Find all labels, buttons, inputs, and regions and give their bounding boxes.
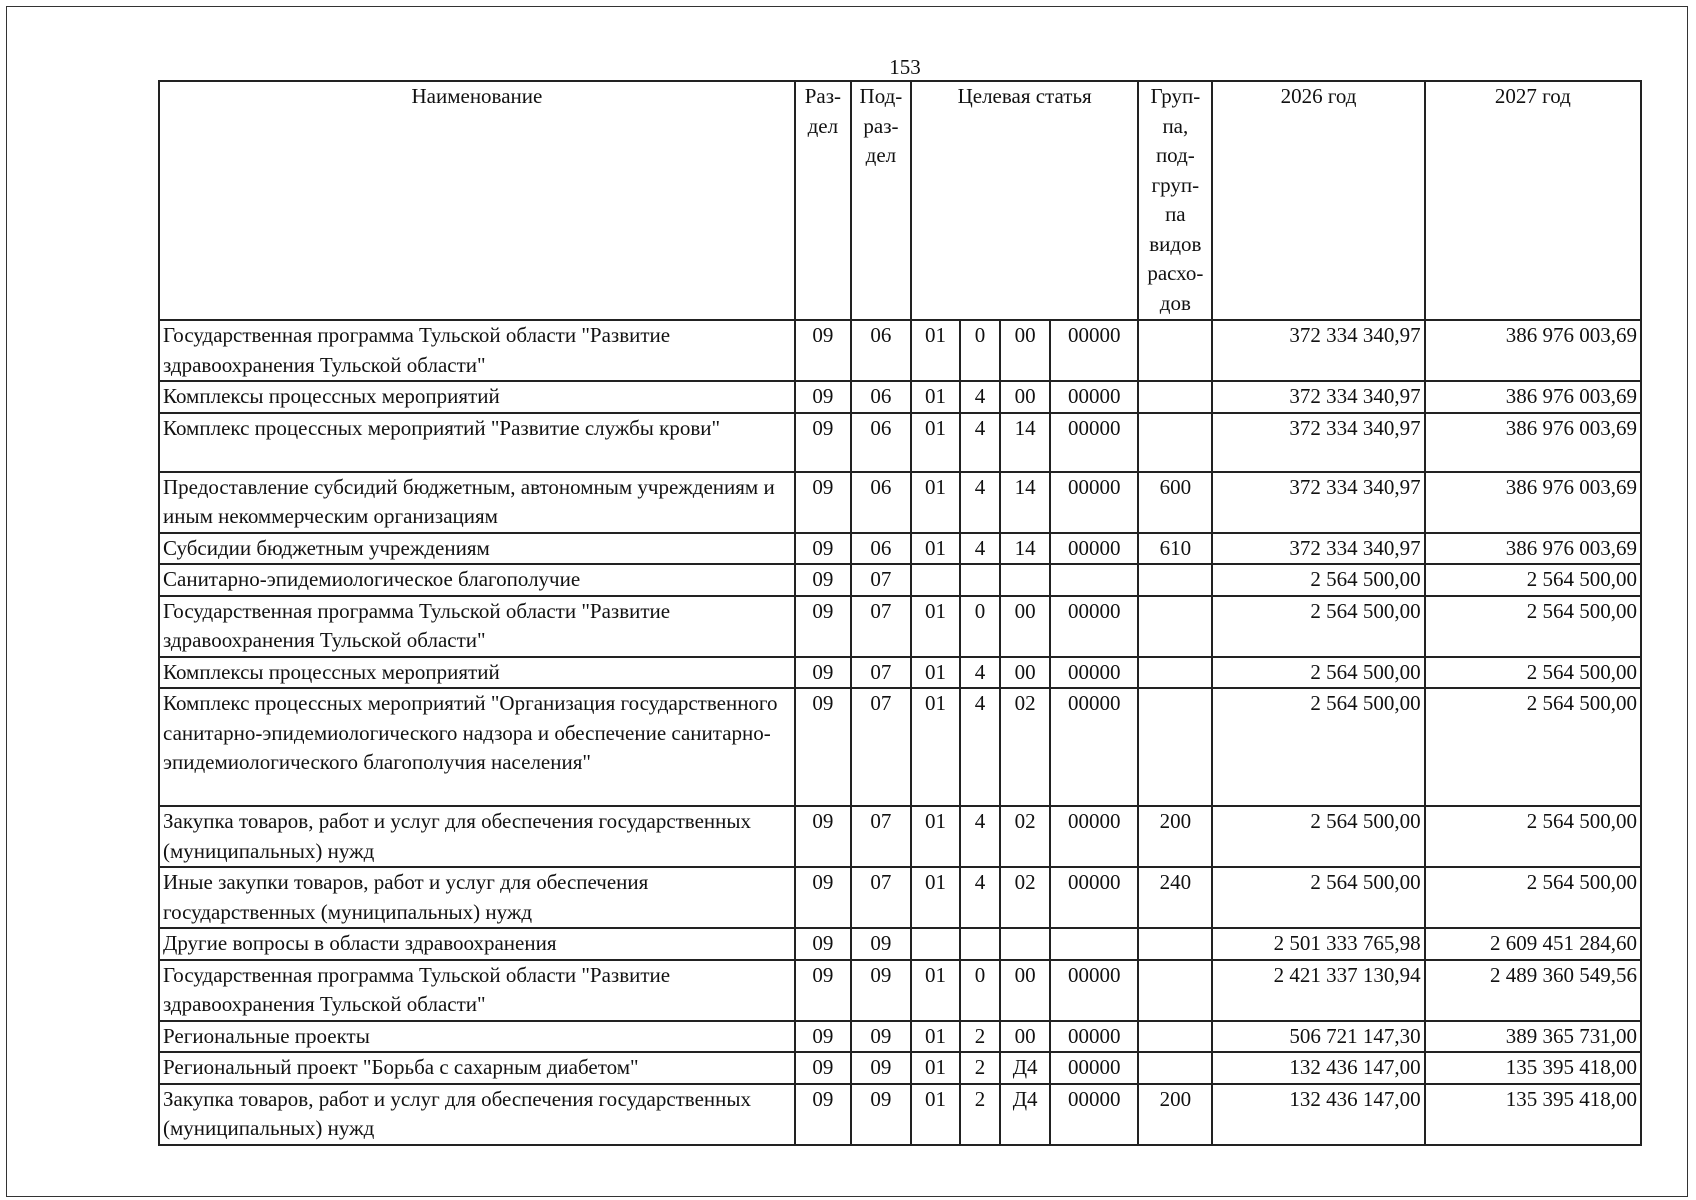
row-name: Государственная программа Тульской области "Развитие здравоохранения Тульской области" bbox=[159, 596, 795, 657]
row-target-direction: 00000 bbox=[1050, 381, 1138, 413]
row-target-direction: 00000 bbox=[1050, 1084, 1138, 1145]
row-expense-group bbox=[1138, 381, 1212, 413]
row-podrazdel: 06 bbox=[851, 413, 911, 472]
row-target-direction: 00000 bbox=[1050, 596, 1138, 657]
row-target-structure: 00 bbox=[1000, 1021, 1050, 1053]
row-name: Комплекс процессных мероприятий "Развитие службы крови" bbox=[159, 413, 795, 472]
row-amount-2027: 2 609 451 284,60 bbox=[1425, 928, 1641, 960]
row-podrazdel: 09 bbox=[851, 960, 911, 1021]
row-target-type: 4 bbox=[960, 867, 1000, 928]
row-razdel: 09 bbox=[795, 1021, 851, 1053]
header-2026: 2026 год bbox=[1212, 81, 1424, 320]
row-target-type: 4 bbox=[960, 381, 1000, 413]
row-target-direction bbox=[1050, 928, 1138, 960]
row-name: Субсидии бюджетным учреждениям bbox=[159, 533, 795, 565]
row-name: Государственная программа Тульской области "Развитие здравоохранения Тульской области" bbox=[159, 320, 795, 381]
row-razdel: 09 bbox=[795, 533, 851, 565]
table-row bbox=[159, 533, 1641, 565]
row-razdel: 09 bbox=[795, 320, 851, 381]
row-target-program: 01 bbox=[911, 472, 960, 533]
row-name: Закупка товаров, работ и услуг для обеспечения государственных (муниципальных) нужд bbox=[159, 1084, 795, 1145]
row-target-structure: 00 bbox=[1000, 381, 1050, 413]
row-target-type: 4 bbox=[960, 806, 1000, 867]
row-name: Комплексы процессных мероприятий bbox=[159, 657, 795, 689]
row-target-structure bbox=[1000, 928, 1050, 960]
row-razdel: 09 bbox=[795, 1084, 851, 1145]
table-row bbox=[159, 381, 1641, 413]
row-expense-group bbox=[1138, 928, 1212, 960]
row-target-type: 4 bbox=[960, 688, 1000, 806]
row-amount-2026: 132 436 147,00 bbox=[1212, 1084, 1424, 1145]
row-target-direction: 00000 bbox=[1050, 413, 1138, 472]
row-podrazdel: 07 bbox=[851, 688, 911, 806]
row-amount-2026: 506 721 147,30 bbox=[1212, 1021, 1424, 1053]
row-target-program: 01 bbox=[911, 381, 960, 413]
row-podrazdel: 09 bbox=[851, 1052, 911, 1084]
row-amount-2027: 2 489 360 549,56 bbox=[1425, 960, 1641, 1021]
row-target-structure: Д4 bbox=[1000, 1052, 1050, 1084]
row-amount-2027: 2 564 500,00 bbox=[1425, 596, 1641, 657]
row-podrazdel: 06 bbox=[851, 533, 911, 565]
row-razdel: 09 bbox=[795, 657, 851, 689]
row-target-type bbox=[960, 564, 1000, 596]
row-amount-2027: 2 564 500,00 bbox=[1425, 867, 1641, 928]
page-number: 153 bbox=[889, 55, 921, 79]
row-target-direction bbox=[1050, 564, 1138, 596]
row-expense-group: 200 bbox=[1138, 806, 1212, 867]
row-expense-group bbox=[1138, 596, 1212, 657]
row-podrazdel: 07 bbox=[851, 806, 911, 867]
row-target-direction: 00000 bbox=[1050, 320, 1138, 381]
row-target-program: 01 bbox=[911, 960, 960, 1021]
table-row bbox=[159, 806, 1641, 867]
row-expense-group bbox=[1138, 413, 1212, 472]
row-amount-2027: 2 564 500,00 bbox=[1425, 657, 1641, 689]
row-expense-group bbox=[1138, 960, 1212, 1021]
row-expense-group bbox=[1138, 688, 1212, 806]
row-target-program: 01 bbox=[911, 806, 960, 867]
row-razdel: 09 bbox=[795, 867, 851, 928]
row-target-program: 01 bbox=[911, 1084, 960, 1145]
row-razdel: 09 bbox=[795, 564, 851, 596]
budget-table bbox=[158, 80, 1642, 1146]
row-target-program: 01 bbox=[911, 1021, 960, 1053]
row-amount-2026: 2 421 337 130,94 bbox=[1212, 960, 1424, 1021]
header-podrazdel: Под- раз- дел bbox=[851, 81, 911, 320]
row-name: Иные закупки товаров, работ и услуг для обеспечения государственных (муниципальных) нужд bbox=[159, 867, 795, 928]
row-target-type: 2 bbox=[960, 1021, 1000, 1053]
header-name: Наименование bbox=[159, 81, 795, 320]
row-podrazdel: 07 bbox=[851, 564, 911, 596]
row-target-program: 01 bbox=[911, 867, 960, 928]
row-razdel: 09 bbox=[795, 960, 851, 1021]
row-expense-group bbox=[1138, 320, 1212, 381]
row-target-structure: 02 bbox=[1000, 806, 1050, 867]
row-target-type: 4 bbox=[960, 472, 1000, 533]
row-name: Комплекс процессных мероприятий "Организация государственного санитарно-эпидемиологического надзора и обеспечение санитарно-эпидемиологического благополучия населения" bbox=[159, 688, 795, 806]
row-target-program: 01 bbox=[911, 533, 960, 565]
row-expense-group: 600 bbox=[1138, 472, 1212, 533]
row-target-program: 01 bbox=[911, 596, 960, 657]
row-amount-2026: 2 564 500,00 bbox=[1212, 867, 1424, 928]
row-razdel: 09 bbox=[795, 472, 851, 533]
row-expense-group bbox=[1138, 564, 1212, 596]
row-target-direction: 00000 bbox=[1050, 960, 1138, 1021]
row-target-direction: 00000 bbox=[1050, 1021, 1138, 1053]
row-amount-2027: 386 976 003,69 bbox=[1425, 533, 1641, 565]
row-target-structure: 00 bbox=[1000, 657, 1050, 689]
row-target-structure bbox=[1000, 564, 1050, 596]
row-target-structure: 02 bbox=[1000, 688, 1050, 806]
table-row bbox=[159, 564, 1641, 596]
row-target-type bbox=[960, 928, 1000, 960]
row-name: Закупка товаров, работ и услуг для обеспечения государственных (муниципальных) нужд bbox=[159, 806, 795, 867]
row-name: Предоставление субсидий бюджетным, автономным учреждениям и иным некоммерческим организациям bbox=[159, 472, 795, 533]
row-target-type: 4 bbox=[960, 657, 1000, 689]
row-target-type: 0 bbox=[960, 596, 1000, 657]
row-amount-2026: 372 334 340,97 bbox=[1212, 381, 1424, 413]
row-razdel: 09 bbox=[795, 1052, 851, 1084]
row-amount-2026: 2 564 500,00 bbox=[1212, 657, 1424, 689]
row-target-direction: 00000 bbox=[1050, 1052, 1138, 1084]
table-row bbox=[159, 1084, 1641, 1145]
row-name: Другие вопросы в области здравоохранения bbox=[159, 928, 795, 960]
row-razdel: 09 bbox=[795, 413, 851, 472]
row-amount-2027: 389 365 731,00 bbox=[1425, 1021, 1641, 1053]
row-target-program: 01 bbox=[911, 657, 960, 689]
row-expense-group bbox=[1138, 1021, 1212, 1053]
row-amount-2026: 132 436 147,00 bbox=[1212, 1052, 1424, 1084]
row-expense-group bbox=[1138, 1052, 1212, 1084]
row-expense-group bbox=[1138, 657, 1212, 689]
row-target-structure: 14 bbox=[1000, 413, 1050, 472]
table-row bbox=[159, 1021, 1641, 1053]
row-target-structure: 02 bbox=[1000, 867, 1050, 928]
row-target-program: 01 bbox=[911, 1052, 960, 1084]
row-podrazdel: 09 bbox=[851, 1084, 911, 1145]
row-amount-2026: 372 334 340,97 bbox=[1212, 472, 1424, 533]
row-amount-2027: 386 976 003,69 bbox=[1425, 381, 1641, 413]
header-razdel: Раз- дел bbox=[795, 81, 851, 320]
row-target-type: 2 bbox=[960, 1052, 1000, 1084]
row-target-direction: 00000 bbox=[1050, 806, 1138, 867]
row-amount-2027: 2 564 500,00 bbox=[1425, 564, 1641, 596]
row-razdel: 09 bbox=[795, 596, 851, 657]
row-expense-group: 610 bbox=[1138, 533, 1212, 565]
row-podrazdel: 07 bbox=[851, 867, 911, 928]
row-name: Комплексы процессных мероприятий bbox=[159, 381, 795, 413]
row-amount-2027: 386 976 003,69 bbox=[1425, 413, 1641, 472]
row-target-direction: 00000 bbox=[1050, 657, 1138, 689]
row-target-direction: 00000 bbox=[1050, 867, 1138, 928]
header-2027: 2027 год bbox=[1425, 81, 1641, 320]
row-amount-2027: 386 976 003,69 bbox=[1425, 472, 1641, 533]
row-amount-2026: 2 564 500,00 bbox=[1212, 596, 1424, 657]
row-target-direction: 00000 bbox=[1050, 472, 1138, 533]
row-amount-2026: 2 501 333 765,98 bbox=[1212, 928, 1424, 960]
row-target-program: 01 bbox=[911, 413, 960, 472]
row-podrazdel: 09 bbox=[851, 928, 911, 960]
row-podrazdel: 06 bbox=[851, 472, 911, 533]
row-target-type: 0 bbox=[960, 960, 1000, 1021]
row-target-type: 0 bbox=[960, 320, 1000, 381]
table-row bbox=[159, 960, 1641, 1021]
table-row bbox=[159, 928, 1641, 960]
row-amount-2026: 372 334 340,97 bbox=[1212, 413, 1424, 472]
row-target-direction: 00000 bbox=[1050, 533, 1138, 565]
row-amount-2027: 2 564 500,00 bbox=[1425, 806, 1641, 867]
row-target-program: 01 bbox=[911, 320, 960, 381]
row-amount-2026: 2 564 500,00 bbox=[1212, 688, 1424, 806]
row-podrazdel: 07 bbox=[851, 657, 911, 689]
table-row bbox=[159, 320, 1641, 381]
table-row bbox=[159, 657, 1641, 689]
table-row bbox=[159, 688, 1641, 806]
row-target-structure: 00 bbox=[1000, 960, 1050, 1021]
row-target-structure: 14 bbox=[1000, 472, 1050, 533]
row-amount-2027: 135 395 418,00 bbox=[1425, 1052, 1641, 1084]
row-amount-2026: 2 564 500,00 bbox=[1212, 564, 1424, 596]
row-target-program: 01 bbox=[911, 688, 960, 806]
row-target-program bbox=[911, 928, 960, 960]
row-target-type: 4 bbox=[960, 413, 1000, 472]
row-target-structure: Д4 bbox=[1000, 1084, 1050, 1145]
row-amount-2027: 135 395 418,00 bbox=[1425, 1084, 1641, 1145]
table-row bbox=[159, 867, 1641, 928]
header-target: Целевая статья bbox=[911, 81, 1138, 320]
table-row bbox=[159, 596, 1641, 657]
row-razdel: 09 bbox=[795, 381, 851, 413]
table-row bbox=[159, 1052, 1641, 1084]
row-podrazdel: 06 bbox=[851, 381, 911, 413]
row-name: Государственная программа Тульской области "Развитие здравоохранения Тульской области" bbox=[159, 960, 795, 1021]
row-amount-2027: 386 976 003,69 bbox=[1425, 320, 1641, 381]
row-target-structure: 00 bbox=[1000, 596, 1050, 657]
row-amount-2026: 2 564 500,00 bbox=[1212, 806, 1424, 867]
row-target-structure: 14 bbox=[1000, 533, 1050, 565]
row-target-program bbox=[911, 564, 960, 596]
row-target-structure: 00 bbox=[1000, 320, 1050, 381]
row-amount-2026: 372 334 340,97 bbox=[1212, 320, 1424, 381]
row-podrazdel: 09 bbox=[851, 1021, 911, 1053]
row-razdel: 09 bbox=[795, 688, 851, 806]
table-header-row bbox=[159, 81, 1641, 320]
row-target-type: 2 bbox=[960, 1084, 1000, 1145]
row-razdel: 09 bbox=[795, 806, 851, 867]
row-target-direction: 00000 bbox=[1050, 688, 1138, 806]
row-expense-group: 200 bbox=[1138, 1084, 1212, 1145]
row-target-type: 4 bbox=[960, 533, 1000, 565]
row-podrazdel: 07 bbox=[851, 596, 911, 657]
table-row bbox=[159, 472, 1641, 533]
row-amount-2027: 2 564 500,00 bbox=[1425, 688, 1641, 806]
row-name: Санитарно-эпидемиологическое благополучие bbox=[159, 564, 795, 596]
table-row bbox=[159, 413, 1641, 472]
row-expense-group: 240 bbox=[1138, 867, 1212, 928]
row-name: Региональные проекты bbox=[159, 1021, 795, 1053]
row-podrazdel: 06 bbox=[851, 320, 911, 381]
row-razdel: 09 bbox=[795, 928, 851, 960]
row-name: Региональный проект "Борьба с сахарным диабетом" bbox=[159, 1052, 795, 1084]
row-amount-2026: 372 334 340,97 bbox=[1212, 533, 1424, 565]
header-group: Груп- па, под- груп- па видов расхо- дов bbox=[1138, 81, 1212, 320]
